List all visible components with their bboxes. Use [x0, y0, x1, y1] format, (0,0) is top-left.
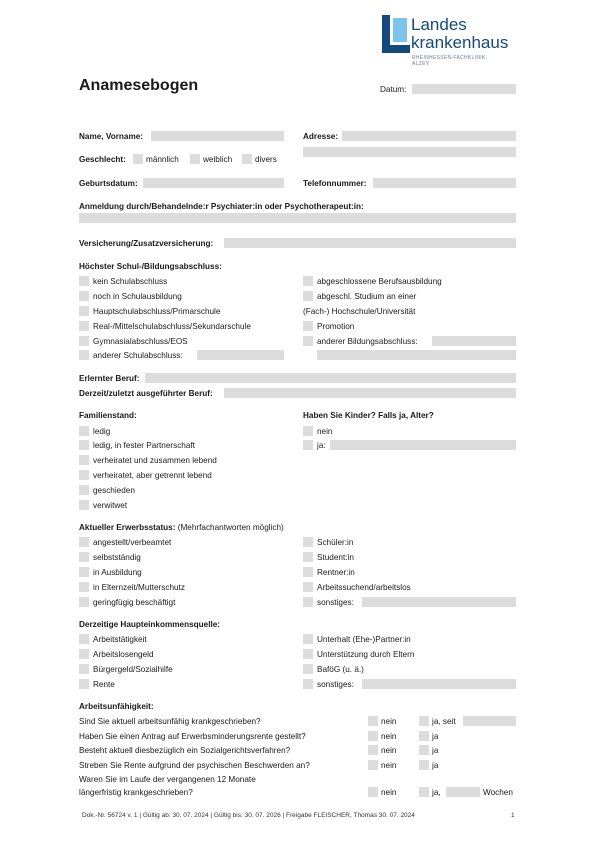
checkbox-erwerb-r1[interactable]: [303, 552, 313, 562]
checkbox-au4-ja[interactable]: [419, 760, 429, 770]
erwerb-sonstiges-field[interactable]: [362, 597, 516, 607]
checkbox-familie-3[interactable]: [79, 470, 89, 480]
au3-nein-label: nein: [381, 746, 397, 755]
familie-option: ledig: [93, 427, 111, 436]
label-divers: divers: [255, 155, 277, 164]
kinder-ja-label: ja:: [317, 441, 326, 450]
checkbox-erwerb-2[interactable]: [79, 567, 89, 577]
adresse-field-1[interactable]: [342, 131, 516, 141]
checkbox-kinder-nein[interactable]: [303, 426, 313, 436]
au1-seit-field[interactable]: [463, 716, 516, 726]
au2-nein-label: nein: [381, 732, 397, 741]
einkommen-option: Arbeitslosengeld: [93, 650, 154, 659]
au4-ja-label: ja: [432, 761, 439, 770]
checkbox-familie-0[interactable]: [79, 426, 89, 436]
erwerb-heading: Aktueller Erwerbsstatus:: [79, 523, 176, 532]
au3-ja-label: ja: [432, 746, 439, 755]
logo-sub2: ALZEY: [412, 61, 430, 67]
checkbox-erwerb-0[interactable]: [79, 537, 89, 547]
einkommen-option-right: Unterhalt (Ehe-)Partner:in: [317, 635, 411, 644]
beruf-field[interactable]: [145, 373, 516, 383]
checkbox-au5-ja[interactable]: [419, 787, 429, 797]
bildung-anderer-field-2[interactable]: [317, 350, 516, 360]
versicherung-field[interactable]: [224, 238, 516, 248]
einkommen-option-right: sonstiges:: [317, 680, 354, 689]
au5-ja-label: ja,: [432, 788, 441, 797]
au5-wochen-field[interactable]: [446, 787, 480, 797]
checkbox-divers[interactable]: [242, 154, 252, 164]
datum-field[interactable]: [412, 84, 516, 94]
bildung-anderer-field[interactable]: [432, 336, 516, 346]
checkbox-maennlich[interactable]: [133, 154, 143, 164]
erwerb-heading-row: [79, 523, 284, 533]
familie-option: verheiratet, aber getrennt lebend: [93, 471, 212, 480]
erwerb-option: selbstständig: [93, 553, 141, 562]
schule-option: noch in Schulausbildung: [93, 292, 182, 301]
checkbox-erwerb-3[interactable]: [79, 582, 89, 592]
checkbox-au2-nein[interactable]: [368, 731, 378, 741]
checkbox-einkommen-0[interactable]: [79, 634, 89, 644]
au5-nein-label: nein: [381, 788, 397, 797]
checkbox-erwerb-r4[interactable]: [303, 597, 313, 607]
checkbox-einkommen-r2[interactable]: [303, 664, 313, 674]
checkbox-einkommen-r0[interactable]: [303, 634, 313, 644]
derzeit-label: Derzeit/zuletzt ausgeführter Beruf:: [79, 389, 213, 398]
au-question-3: Besteht aktuell diesbezüglich ein Sozialgerichtsverfahren?: [79, 746, 291, 755]
checkbox-erwerb-1[interactable]: [79, 552, 89, 562]
checkbox-au4-nein[interactable]: [368, 760, 378, 770]
checkbox-familie-2[interactable]: [79, 455, 89, 465]
checkbox-erwerb-4[interactable]: [79, 597, 89, 607]
einkommen-option: Rente: [93, 680, 115, 689]
checkbox-bildung-0[interactable]: [303, 276, 313, 286]
geschlecht-label: Geschlecht:: [79, 155, 126, 164]
checkbox-au2-ja[interactable]: [419, 731, 429, 741]
au4-nein-label: nein: [381, 761, 397, 770]
schule-option: anderer Schulabschluss:: [93, 351, 183, 360]
erwerb-option-right: Student:in: [317, 553, 354, 562]
telefon-label: Telefonnummer:: [303, 179, 367, 188]
checkbox-einkommen-2[interactable]: [79, 664, 89, 674]
bildung-option: Promotion: [317, 322, 355, 331]
erwerb-option: angestellt/verbeamtet: [93, 538, 172, 547]
familie-option: verheiratet und zusammen lebend: [93, 456, 217, 465]
erwerb-option-right: Rentner:in: [317, 568, 355, 577]
logo-line1: Landes: [411, 15, 467, 34]
erwerb-option-right: Arbeitssuchend/arbeitslos: [317, 583, 411, 592]
checkbox-au5-nein[interactable]: [368, 787, 378, 797]
anmeldung-field[interactable]: [79, 213, 516, 223]
derzeit-field[interactable]: [224, 388, 516, 398]
adresse-label: Adresse:: [303, 132, 339, 141]
au2-ja-label: ja: [432, 732, 439, 741]
kinder-alter-field[interactable]: [330, 440, 516, 450]
checkbox-au3-nein[interactable]: [368, 745, 378, 755]
checkbox-einkommen-r1[interactable]: [303, 649, 313, 659]
au-question-2: Haben Sie einen Antrag auf Erwerbsminderungsrente gestellt?: [79, 732, 306, 741]
familie-option: ledig, in fester Partnerschaft: [93, 441, 195, 450]
checkbox-einkommen-r3[interactable]: [303, 679, 313, 689]
einkommen-option-right: Unterstützung durch Eltern: [317, 650, 415, 659]
label-weiblich: weiblich: [203, 155, 233, 164]
checkbox-au1-ja[interactable]: [419, 716, 429, 726]
checkbox-weiblich[interactable]: [190, 154, 200, 164]
erwerb-option: geringfügig beschäftigt: [93, 598, 176, 607]
checkbox-schule-3[interactable]: [79, 321, 89, 331]
kinder-heading: Haben Sie Kinder? Falls ja, Alter?: [303, 411, 434, 420]
logo-line2: krankenhaus: [411, 33, 509, 52]
schule-option: Hauptschulabschluss/Primarschule: [93, 307, 221, 316]
telefon-field[interactable]: [373, 178, 516, 188]
bildung-option-cont: (Fach-) Hochschule/Universität: [303, 307, 416, 316]
checkbox-kinder-ja[interactable]: [303, 440, 313, 450]
anmeldung-label: Anmeldung durch/Behandelnde:r Psychiater:in oder Psychotherapeut:in:: [79, 202, 364, 211]
erwerb-note: (Mehrfachantworten möglich): [177, 523, 284, 532]
schule-anderer-field[interactable]: [197, 350, 284, 360]
datum-label: Datum:: [380, 85, 407, 94]
name-field[interactable]: [151, 131, 284, 141]
checkbox-erwerb-r2[interactable]: [303, 567, 313, 577]
schule-option: Real-/Mittelschulabschluss/Sekundarschule: [93, 322, 251, 331]
checkbox-au3-ja[interactable]: [419, 745, 429, 755]
checkbox-familie-1[interactable]: [79, 440, 89, 450]
schule-option: kein Schulabschluss: [93, 277, 168, 286]
au-heading: Arbeitsunfähigkeit:: [79, 702, 154, 711]
checkbox-familie-4[interactable]: [79, 485, 89, 495]
checkbox-bildung-1[interactable]: [303, 291, 313, 301]
versicherung-label: Versicherung/Zusatzversicherung:: [79, 239, 214, 248]
logo-sub1: RHEINHESSEN-FACHKLINIK: [412, 55, 486, 61]
einkommen-option: Bürgergeld/Sozialhilfe: [93, 665, 173, 674]
au-question-4: Streben Sie Rente aufgrund der psychischen Beschwerden an?: [79, 761, 310, 770]
familie-heading: Familienstand:: [79, 411, 137, 420]
familie-option: verwitwet: [93, 501, 128, 510]
au5-wochen-label: Wochen: [483, 788, 513, 797]
page-title: Anamesebogen: [79, 77, 199, 94]
adresse-field-2[interactable]: [303, 147, 516, 157]
einkommen-heading: Derzeitige Haupteinkommensquelle:: [79, 620, 221, 629]
au-question-5a: Waren Sie im Laufe der vergangenen 12 Monate: [79, 775, 256, 784]
logo-mark-icon: [382, 15, 410, 53]
name-label: Name, Vorname:: [79, 132, 144, 141]
checkbox-erwerb-r3[interactable]: [303, 582, 313, 592]
erwerb-option-right: Schüler:in: [317, 538, 354, 547]
einkommen-sonstiges-field[interactable]: [362, 679, 516, 689]
checkbox-einkommen-3[interactable]: [79, 679, 89, 689]
checkbox-schule-2[interactable]: [79, 306, 89, 316]
kinder-nein-label: nein: [317, 427, 333, 436]
checkbox-einkommen-1[interactable]: [79, 649, 89, 659]
bildung-option: abgeschl. Studium an einer: [317, 292, 417, 301]
checkbox-familie-5[interactable]: [79, 500, 89, 510]
checkbox-bildung-4[interactable]: [303, 336, 313, 346]
checkbox-erwerb-r0[interactable]: [303, 537, 313, 547]
bildung-option: anderer Bildungsabschluss:: [317, 337, 418, 346]
erwerb-option-right: sonstiges:: [317, 598, 354, 607]
au-question-5b: längerfristig krankgeschrieben?: [79, 788, 193, 797]
geburt-field[interactable]: [143, 178, 284, 188]
erwerb-option: in Elternzeit/Mutterschutz: [93, 583, 185, 592]
schule-option: Gymnasialabschluss/EOS: [93, 337, 188, 346]
checkbox-au1-nein[interactable]: [368, 716, 378, 726]
einkommen-option-right: BaföG (u. ä.): [317, 665, 364, 674]
bildung-option: abgeschlossene Berufsausbildung: [317, 277, 442, 286]
erwerb-option: in Ausbildung: [93, 568, 142, 577]
familie-option: geschieden: [93, 486, 135, 495]
checkbox-schule-0[interactable]: [79, 276, 89, 286]
einkommen-option: Arbeitstätigkeit: [93, 635, 147, 644]
checkbox-schule-1[interactable]: [79, 291, 89, 301]
au1-nein-label: nein: [381, 717, 397, 726]
au-question-1: Sind Sie aktuell arbeitsunfähig krankgeschrieben?: [79, 717, 261, 726]
page-number: 1: [511, 812, 515, 819]
checkbox-bildung-3[interactable]: [303, 321, 313, 331]
label-maennlich: männlich: [146, 155, 179, 164]
footer-doc-info: Dok.-Nr. 56724 v. 1 | Gültig ab: 30. 07. 2024 | Gültig bis: 30. 07. 2026 | Freigabe FLEISCHER, Thomas 30. 07. 2024: [82, 812, 415, 819]
checkbox-schule-4[interactable]: [79, 336, 89, 346]
checkbox-schule-5[interactable]: [79, 350, 89, 360]
geburt-label: Geburtsdatum:: [79, 179, 138, 188]
beruf-label: Erlernter Beruf:: [79, 374, 140, 383]
au1-ja-label: ja, seit: [432, 717, 456, 726]
schule-heading: Höchster Schul-/Bildungsabschluss:: [79, 262, 222, 271]
